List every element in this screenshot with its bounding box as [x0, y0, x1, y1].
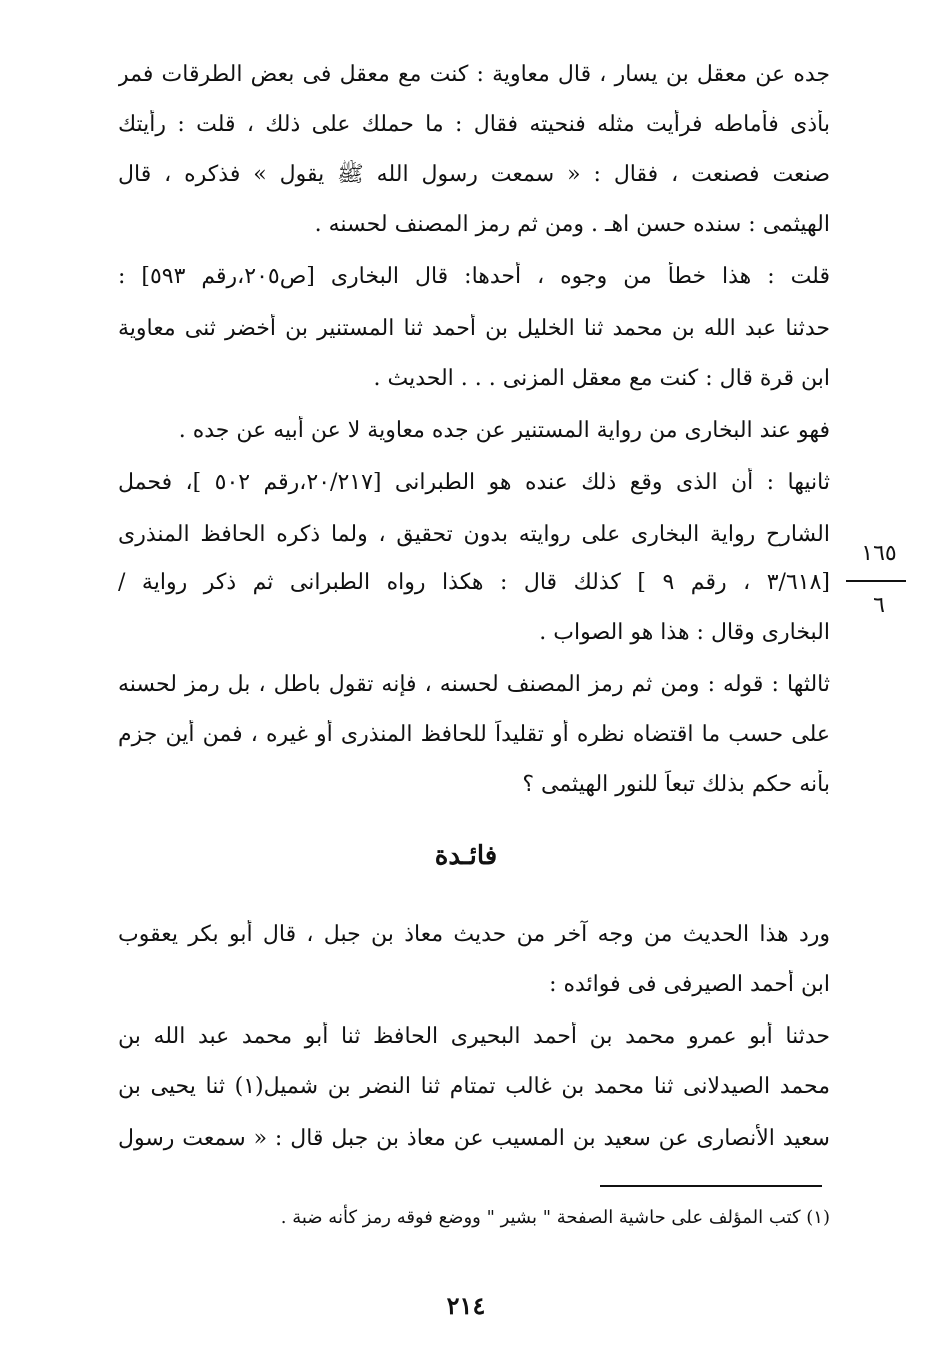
page-number: ٢١٤ — [446, 1291, 486, 1320]
text-line: بأذى فأماطه فرأيت مثله فنحيته فقال : ما حملك على ذلك ، قلت : رأيتك — [118, 112, 830, 137]
text-line: حدثنا عبد الله بن محمد ثنا الخليل بن أحمد ثنا المستنير بن أخضر ثنى معاوية — [118, 316, 830, 341]
text-line: محمد الصيدلانى ثنا محمد بن غالب تمتام ثنا النضر بن شميل(١) ثنا يحيى بن — [118, 1074, 830, 1099]
margin-volume-page: ١٦٥ — [861, 541, 897, 566]
text-line: [٣/٦١٨ ، رقم ٩ ] كذلك قال : هكذا رواه الطبرانى ثم ذكر رواية / — [118, 570, 830, 595]
text-line: بأنه حكم بذلك تبعاً للنور الهيثمى ؟ — [522, 772, 830, 797]
text-line: سعيد الأنصارى عن سعيد بن المسيب عن معاذ بن جبل قال : « سمعت رسول — [118, 1126, 830, 1151]
text-line: البخارى وقال : هذا هو الصواب . — [539, 620, 830, 645]
text-line: قلت : هذا خطأ من وجوه ، أحدها: قال البخارى [ص٢٠٥،رقم ٥٩٣] : — [118, 264, 830, 289]
text-line: الشارح رواية البخارى على روايته بدون تحقيق ، ولما ذكره الحافظ المنذرى — [118, 522, 830, 547]
text-line: ابن قرة قال : كنت مع معقل المزنى . . . الحديث . — [373, 366, 830, 391]
margin-rule — [846, 580, 906, 582]
margin-volume-number: ٦ — [873, 593, 885, 618]
text-line: ابن أحمد الصيرفى فى فوائده : — [549, 972, 830, 997]
text-line: جده عن معقل بن يسار ، قال معاوية : كنت مع معقل فى بعض الطرقات فمر — [118, 62, 830, 87]
text-line: فهو عند البخارى من رواية المستنير عن جده معاوية لا عن أبيه عن جده . — [178, 418, 830, 443]
section-heading: فائـدة — [434, 841, 498, 871]
text-line: على حسب ما اقتضاه نظره أو تقليداً للحافظ المنذرى أو غيره ، فمن أين جزم — [118, 722, 830, 747]
footnote: (١) كتب المؤلف على حاشية الصفحة " بشير " ووضع فوقه رمز كأنه ضبة . — [280, 1207, 830, 1228]
text-line: حدثنا أبو عمرو محمد بن أحمد البحيرى الحافظ ثنا أبو محمد عبد الله بن — [118, 1024, 830, 1049]
text-line: ورد هذا الحديث من وجه آخر من حديث معاذ بن جبل ، قال أبو بكر يعقوب — [118, 922, 830, 947]
footnote-separator — [600, 1185, 822, 1187]
text-line: الهيثمى : سنده حسن اهـ . ومن ثم رمز المصنف لحسنه . — [314, 212, 830, 237]
text-line: صنعت فصنعت ، فقال : « سمعت رسول الله ﷺ يقول » فذكره ، قال — [118, 162, 830, 187]
text-line: ثانيها : أن الذى وقع ذلك عنده هو الطبرانى [٢٠/٢١٧،رقم ٥٠٢ ]، فحمل — [118, 470, 830, 495]
text-line: ثالثها : قوله : ومن ثم رمز المصنف لحسنه ، فإنه تقول باطل ، بل رمز لحسنه — [118, 672, 830, 697]
